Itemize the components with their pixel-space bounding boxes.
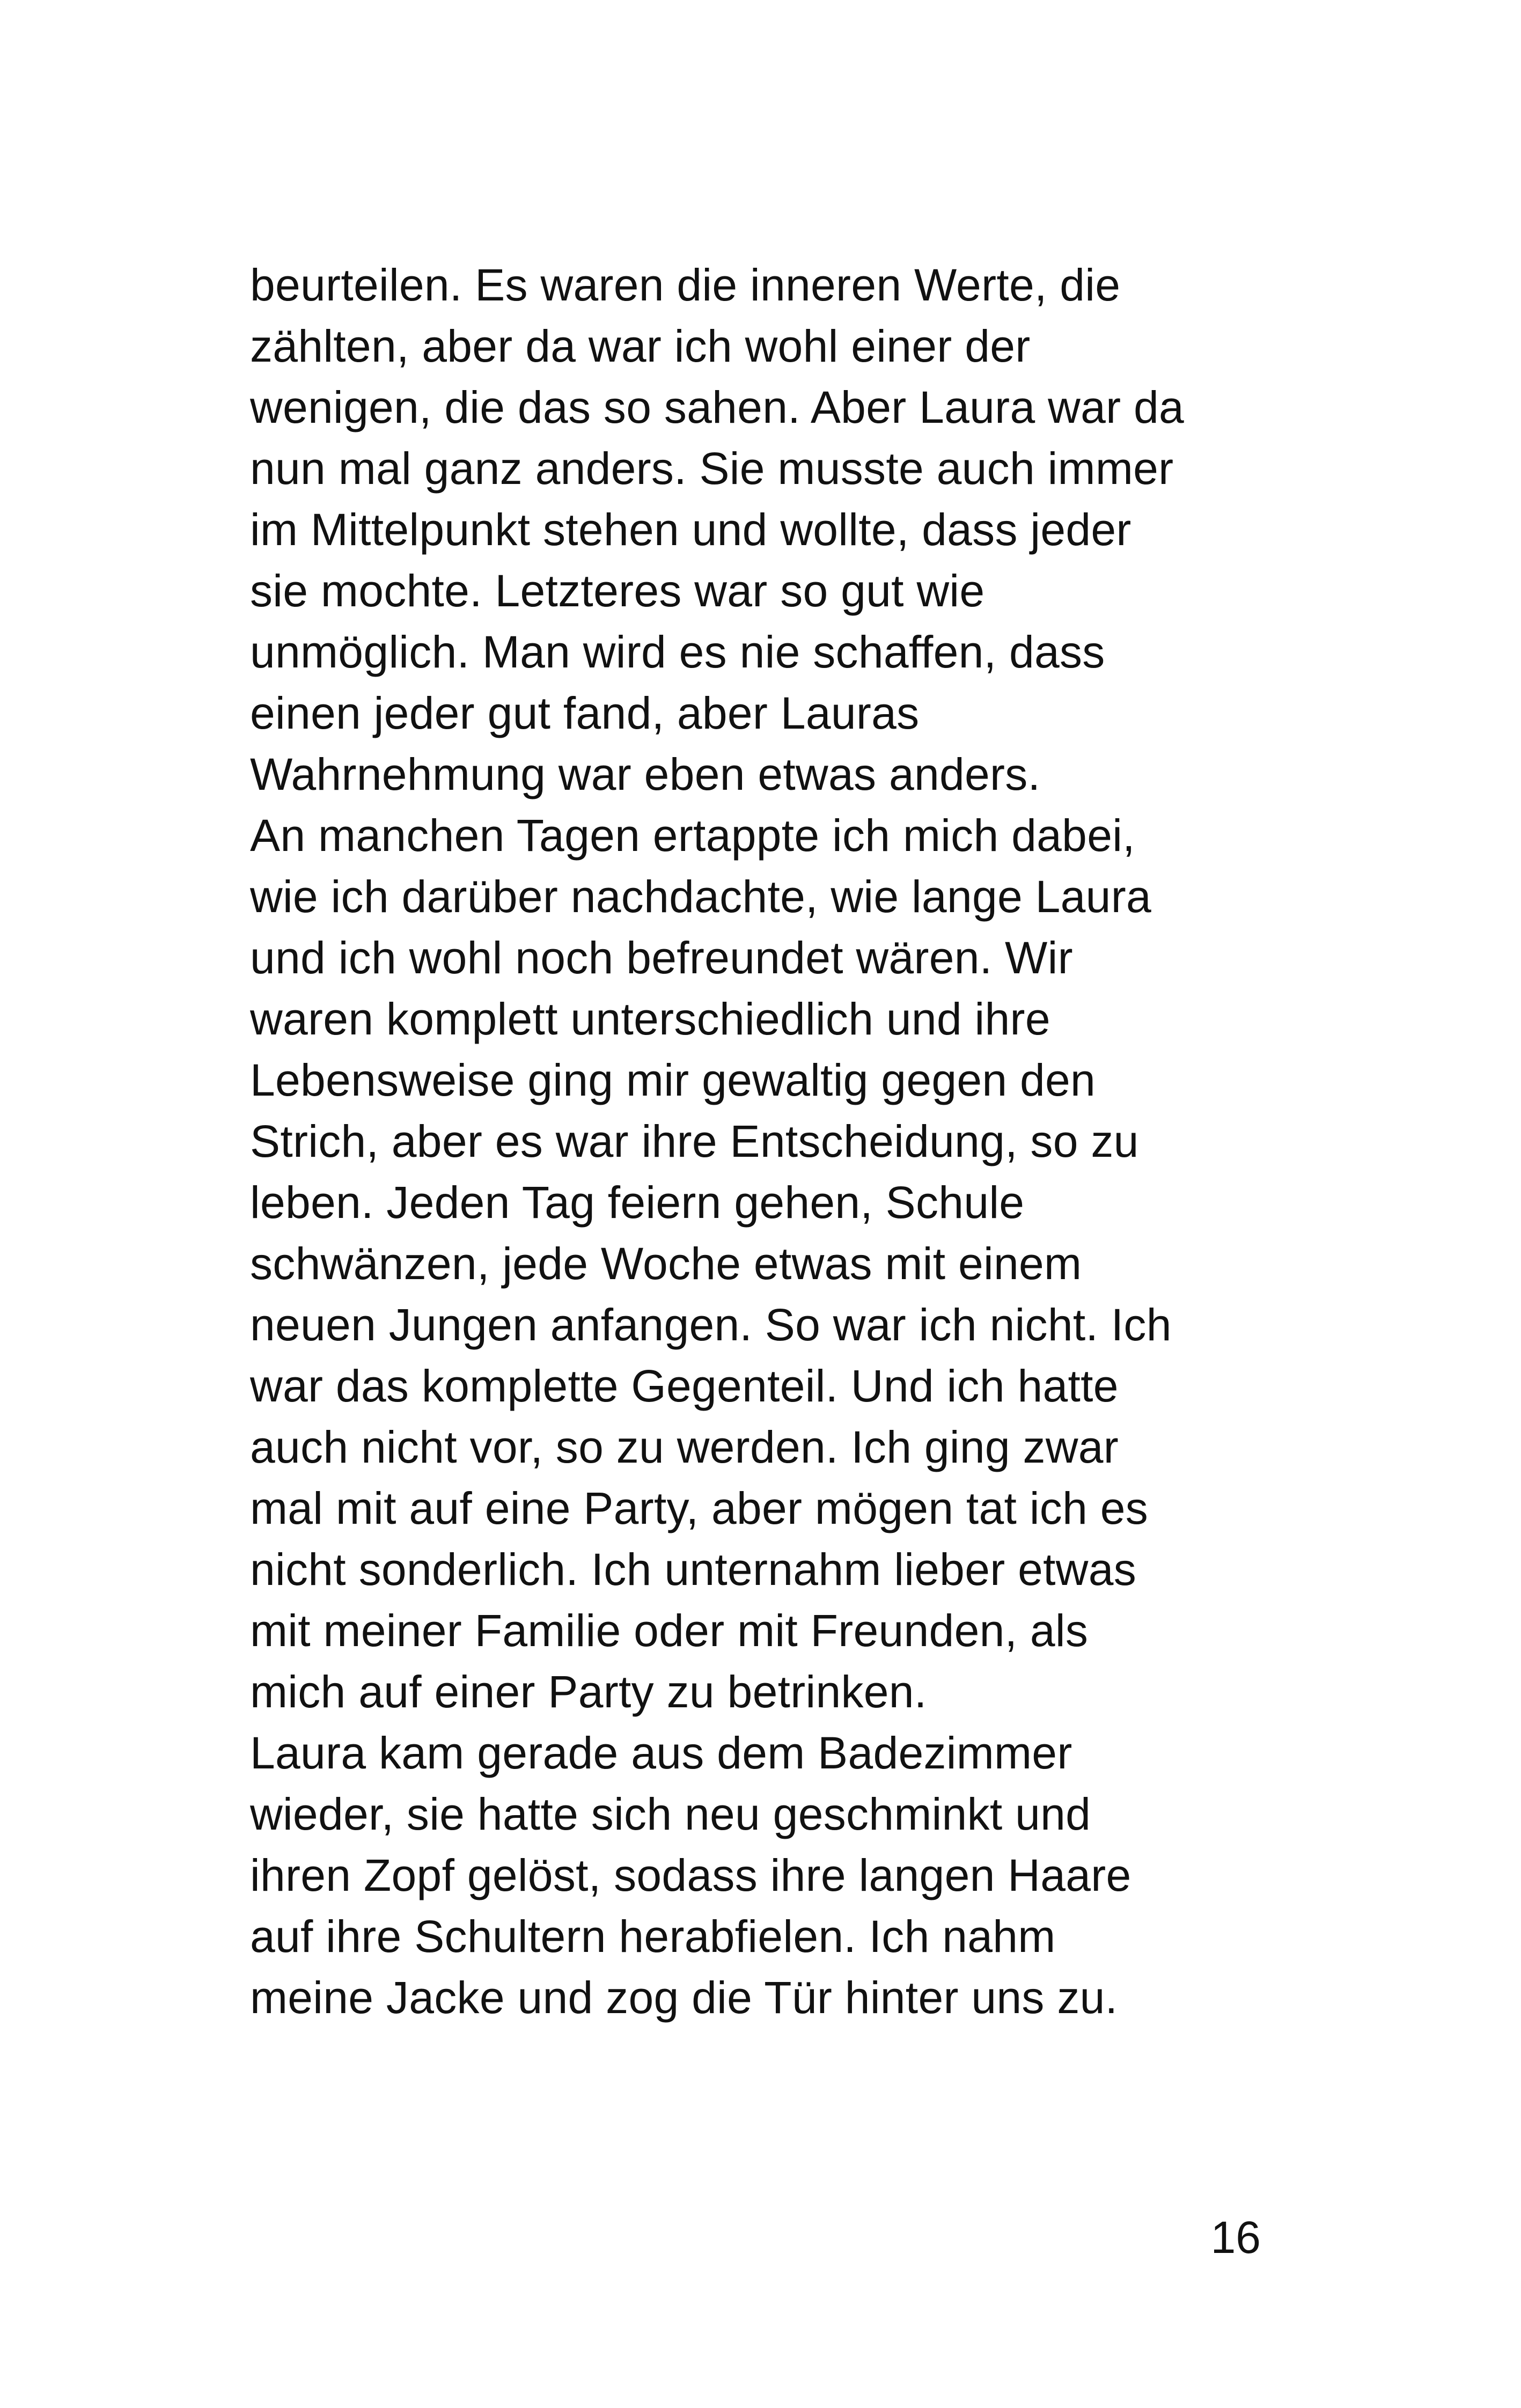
text-line: unmöglich. Man wird es nie schaffen, dass [250,627,1105,677]
text-line: Strich, aber es war ihre Entscheidung, so zu [250,1116,1139,1166]
text-line: nicht sonderlich. Ich unternahm lieber etwas [250,1544,1137,1595]
text-line: meine Jacke und zog die Tür hinter uns zu. [250,1972,1118,2023]
text-line: mal mit auf eine Party, aber mögen tat ich es [250,1483,1149,1533]
text-line: einen jeder gut fand, aber Lauras [250,688,920,738]
text-line: Laura kam gerade aus dem Badezimmer [250,1728,1072,1778]
text-line: sie mochte. Letzteres war so gut wie [250,566,985,616]
text-line: schwänzen, jede Woche etwas mit einem [250,1238,1082,1289]
page-number: 16 [1210,2212,1261,2263]
text-line: war das komplette Gegenteil. Und ich hatte [250,1361,1119,1411]
text-line: Wahrnehmung war eben etwas anders. [250,749,1041,799]
text-line: nun mal ganz anders. Sie musste auch immer [250,443,1174,494]
text-line: wieder, sie hatte sich neu geschminkt und [250,1789,1091,1839]
text-line: auch nicht vor, so zu werden. Ich ging zwar [250,1422,1119,1472]
text-line: leben. Jeden Tag feiern gehen, Schule [250,1177,1025,1228]
text-line: Lebensweise ging mir gewaltig gegen den [250,1055,1096,1105]
body-text [250,254,1302,2028]
text-line: An manchen Tagen ertappte ich mich dabei, [250,810,1135,861]
text-line: wenigen, die das so sahen. Aber Laura war da [250,382,1185,432]
text-line: beurteilen. Es waren die inneren Werte, die [250,260,1121,310]
text-line: neuen Jungen anfangen. So war ich nicht. Ich [250,1300,1172,1350]
text-line: wie ich darüber nachdachte, wie lange Laura [250,871,1151,922]
text-line: auf ihre Schultern herabfielen. Ich nahm [250,1911,1056,1962]
text-line: waren komplett unterschiedlich und ihre [250,994,1050,1044]
text-line: und ich wohl noch befreundet wären. Wir [250,933,1073,983]
text-line: mich auf einer Party zu betrinken. [250,1666,927,1717]
text-line: zählten, aber da war ich wohl einer der [250,321,1031,371]
text-line: ihren Zopf gelöst, sodass ihre langen Haare [250,1850,1131,1900]
text-line: mit meiner Familie oder mit Freunden, als [250,1605,1089,1656]
text-line: im Mittelpunkt stehen und wollte, dass jeder [250,504,1131,555]
